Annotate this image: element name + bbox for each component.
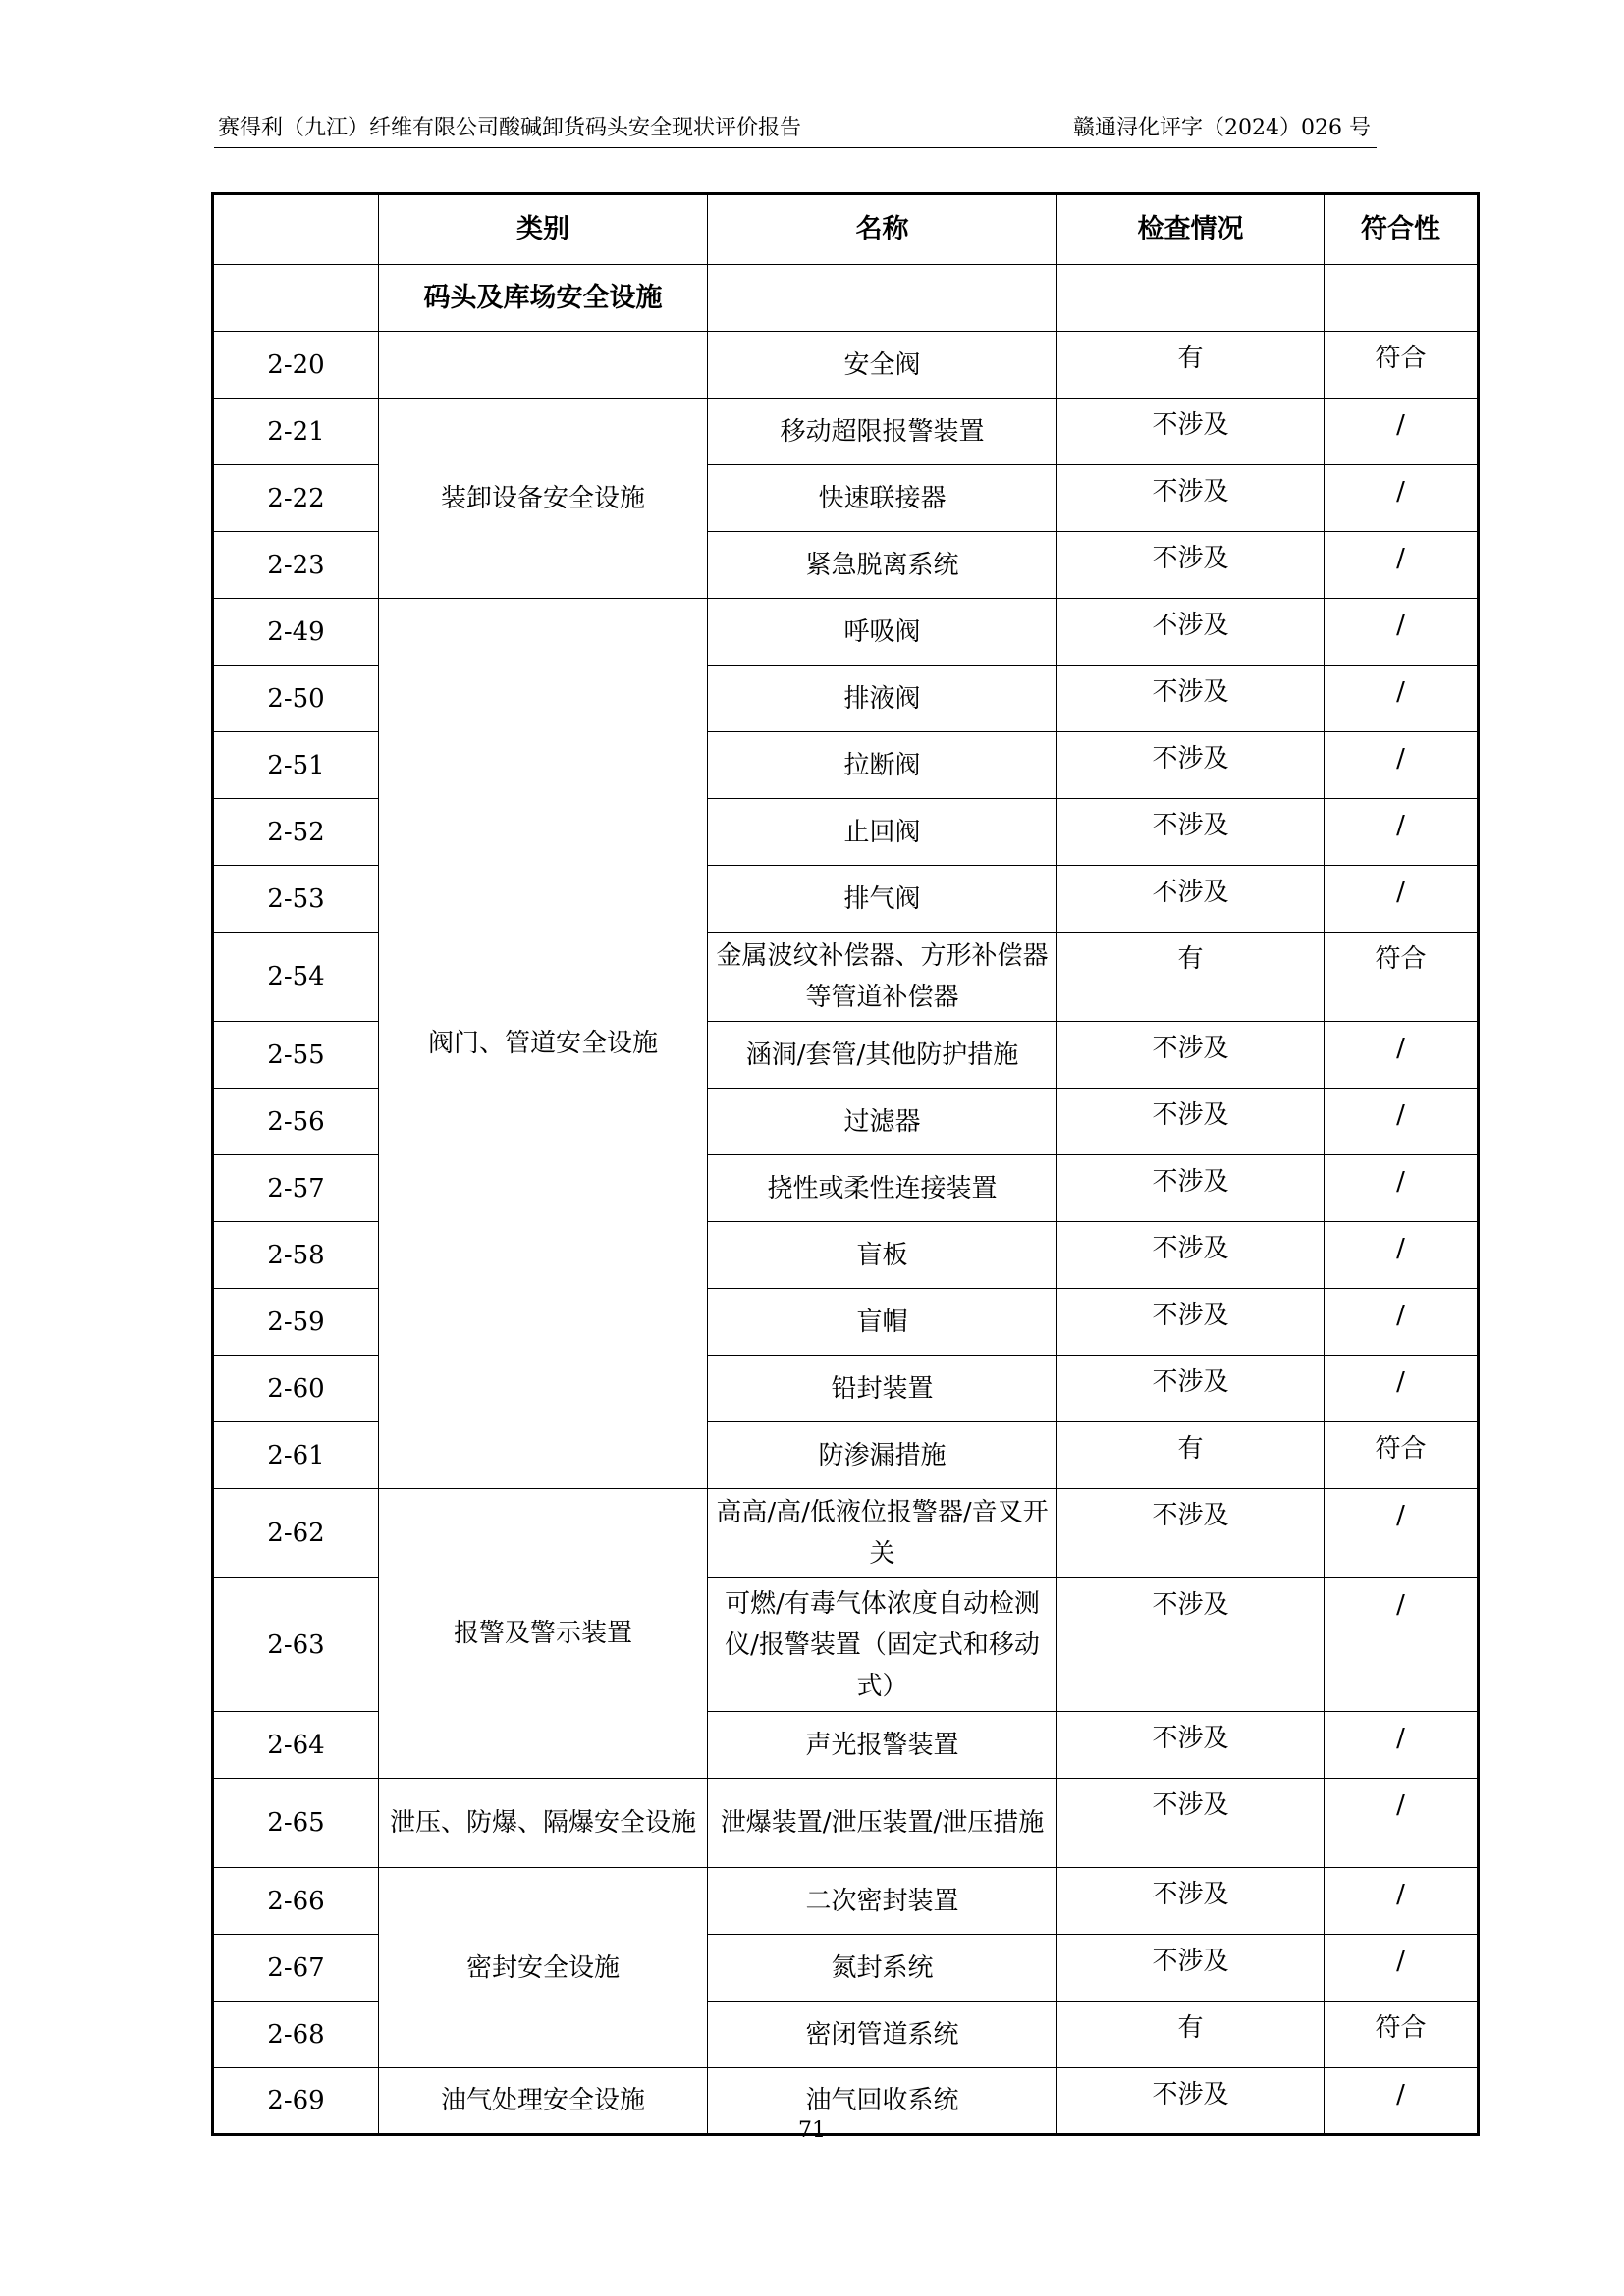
row-conformity: / — [1325, 666, 1479, 732]
row-check: 有 — [1057, 1422, 1325, 1489]
section-title: 码头及库场安全设施 — [379, 265, 708, 332]
row-category: 密封安全设施 — [379, 1868, 708, 2068]
row-id: 2-51 — [213, 732, 379, 799]
row-name: 可燃/有毒气体浓度自动检测仪/报警装置（固定式和移动式） — [708, 1578, 1057, 1712]
row-conformity: / — [1325, 1935, 1479, 2002]
report-title: 赛得利（九江）纤维有限公司酸碱卸货码头安全现状评价报告 — [218, 116, 802, 140]
row-category: 报警及警示装置 — [379, 1489, 708, 1779]
row-id: 2-59 — [213, 1289, 379, 1356]
row-check: 有 — [1057, 933, 1325, 1022]
row-check: 不涉及 — [1057, 799, 1325, 866]
row-check: 不涉及 — [1057, 1022, 1325, 1089]
table-row — [213, 599, 1479, 666]
row-conformity: / — [1325, 1779, 1479, 1868]
row-name: 紧急脱离系统 — [708, 532, 1057, 599]
header-conformity: 符合性 — [1325, 194, 1479, 265]
row-check: 不涉及 — [1057, 666, 1325, 732]
row-name: 高高/高/低液位报警器/音叉开关 — [708, 1489, 1057, 1578]
row-conformity: / — [1325, 1022, 1479, 1089]
row-conformity: / — [1325, 2068, 1479, 2135]
row-name: 油气回收系统 — [708, 2068, 1057, 2135]
row-id: 2-56 — [213, 1089, 379, 1155]
header-check: 检查情况 — [1057, 194, 1325, 265]
row-name: 盲板 — [708, 1222, 1057, 1289]
row-category: 泄压、防爆、隔爆安全设施 — [379, 1779, 708, 1868]
row-name: 止回阀 — [708, 799, 1057, 866]
row-id: 2-58 — [213, 1222, 379, 1289]
row-conformity: / — [1325, 1289, 1479, 1356]
row-check: 有 — [1057, 332, 1325, 399]
row-id: 2-67 — [213, 1935, 379, 2002]
table-row — [213, 1489, 1479, 1578]
row-id: 2-23 — [213, 532, 379, 599]
row-id: 2-49 — [213, 599, 379, 666]
table-row — [213, 332, 1479, 399]
row-check: 不涉及 — [1057, 1712, 1325, 1779]
row-conformity: / — [1325, 866, 1479, 933]
row-category: 油气处理安全设施 — [379, 2068, 708, 2135]
row-name: 移动超限报警装置 — [708, 399, 1057, 465]
row-name: 声光报警装置 — [708, 1712, 1057, 1779]
row-id: 2-50 — [213, 666, 379, 732]
row-check: 不涉及 — [1057, 2068, 1325, 2135]
row-id: 2-54 — [213, 933, 379, 1022]
row-conformity: / — [1325, 1868, 1479, 1935]
row-name: 铅封装置 — [708, 1356, 1057, 1422]
row-id: 2-60 — [213, 1356, 379, 1422]
row-check: 不涉及 — [1057, 1089, 1325, 1155]
row-name: 金属波纹补偿器、方形补偿器等管道补偿器 — [708, 933, 1057, 1022]
header-category: 类别 — [379, 194, 708, 265]
row-conformity: / — [1325, 1089, 1479, 1155]
row-conformity: / — [1325, 1356, 1479, 1422]
row-check: 不涉及 — [1057, 866, 1325, 933]
row-check: 不涉及 — [1057, 1489, 1325, 1578]
row-check: 不涉及 — [1057, 1155, 1325, 1222]
row-check: 不涉及 — [1057, 732, 1325, 799]
row-id: 2-52 — [213, 799, 379, 866]
row-name: 防渗漏措施 — [708, 1422, 1057, 1489]
row-check: 不涉及 — [1057, 399, 1325, 465]
row-id: 2-65 — [213, 1779, 379, 1868]
row-name: 涵洞/套管/其他防护措施 — [708, 1022, 1057, 1089]
row-name: 呼吸阀 — [708, 599, 1057, 666]
header-id — [213, 194, 379, 265]
row-name: 过滤器 — [708, 1089, 1057, 1155]
row-check: 不涉及 — [1057, 1356, 1325, 1422]
row-conformity: 符合 — [1325, 332, 1479, 399]
row-id: 2-69 — [213, 2068, 379, 2135]
row-category: 装卸设备安全设施 — [379, 399, 708, 599]
row-id: 2-66 — [213, 1868, 379, 1935]
row-conformity: / — [1325, 732, 1479, 799]
row-id: 2-68 — [213, 2002, 379, 2068]
row-id: 2-53 — [213, 866, 379, 933]
row-id: 2-57 — [213, 1155, 379, 1222]
report-number: 赣通浔化评字（2024）026 号 — [1073, 116, 1371, 140]
table-row — [213, 1779, 1479, 1868]
row-name: 快速联接器 — [708, 465, 1057, 532]
row-name: 泄爆装置/泄压装置/泄压措施 — [708, 1779, 1057, 1868]
row-conformity: / — [1325, 399, 1479, 465]
row-name: 排液阀 — [708, 666, 1057, 732]
row-id: 2-55 — [213, 1022, 379, 1089]
row-name: 二次密封装置 — [708, 1868, 1057, 1935]
row-check: 不涉及 — [1057, 1935, 1325, 2002]
row-conformity: / — [1325, 599, 1479, 666]
row-category: 阀门、管道安全设施 — [379, 599, 708, 1489]
row-conformity: / — [1325, 532, 1479, 599]
row-check: 不涉及 — [1057, 1578, 1325, 1712]
row-check: 不涉及 — [1057, 465, 1325, 532]
row-check: 不涉及 — [1057, 1779, 1325, 1868]
row-check: 有 — [1057, 2002, 1325, 2068]
row-conformity: / — [1325, 799, 1479, 866]
table-header-row — [213, 194, 1479, 265]
row-name: 排气阀 — [708, 866, 1057, 933]
row-name: 拉断阀 — [708, 732, 1057, 799]
row-conformity: / — [1325, 1578, 1479, 1712]
row-check: 不涉及 — [1057, 1868, 1325, 1935]
row-name: 安全阀 — [708, 332, 1057, 399]
row-check: 不涉及 — [1057, 1222, 1325, 1289]
row-name: 密闭管道系统 — [708, 2002, 1057, 2068]
row-id: 2-63 — [213, 1578, 379, 1712]
row-id: 2-22 — [213, 465, 379, 532]
row-conformity: / — [1325, 1712, 1479, 1779]
section-row — [213, 265, 1479, 332]
row-conformity: / — [1325, 1489, 1479, 1578]
row-id: 2-62 — [213, 1489, 379, 1578]
row-conformity: 符合 — [1325, 1422, 1479, 1489]
row-check: 不涉及 — [1057, 1289, 1325, 1356]
row-check: 不涉及 — [1057, 599, 1325, 666]
safety-facility-table — [211, 192, 1480, 2136]
row-check: 不涉及 — [1057, 532, 1325, 599]
row-conformity: 符合 — [1325, 2002, 1479, 2068]
row-conformity: / — [1325, 465, 1479, 532]
row-id: 2-64 — [213, 1712, 379, 1779]
row-name: 挠性或柔性连接装置 — [708, 1155, 1057, 1222]
row-name: 氮封系统 — [708, 1935, 1057, 2002]
page-header — [214, 114, 1377, 148]
row-name: 盲帽 — [708, 1289, 1057, 1356]
row-conformity: 符合 — [1325, 933, 1479, 1022]
page-number: 71 — [798, 2118, 826, 2143]
header-name: 名称 — [708, 194, 1057, 265]
row-id: 2-61 — [213, 1422, 379, 1489]
row-category-empty — [379, 332, 708, 399]
row-id: 2-20 — [213, 332, 379, 399]
table-row — [213, 1868, 1479, 1935]
table-row — [213, 399, 1479, 465]
row-id: 2-21 — [213, 399, 379, 465]
row-conformity: / — [1325, 1155, 1479, 1222]
row-conformity: / — [1325, 1222, 1479, 1289]
